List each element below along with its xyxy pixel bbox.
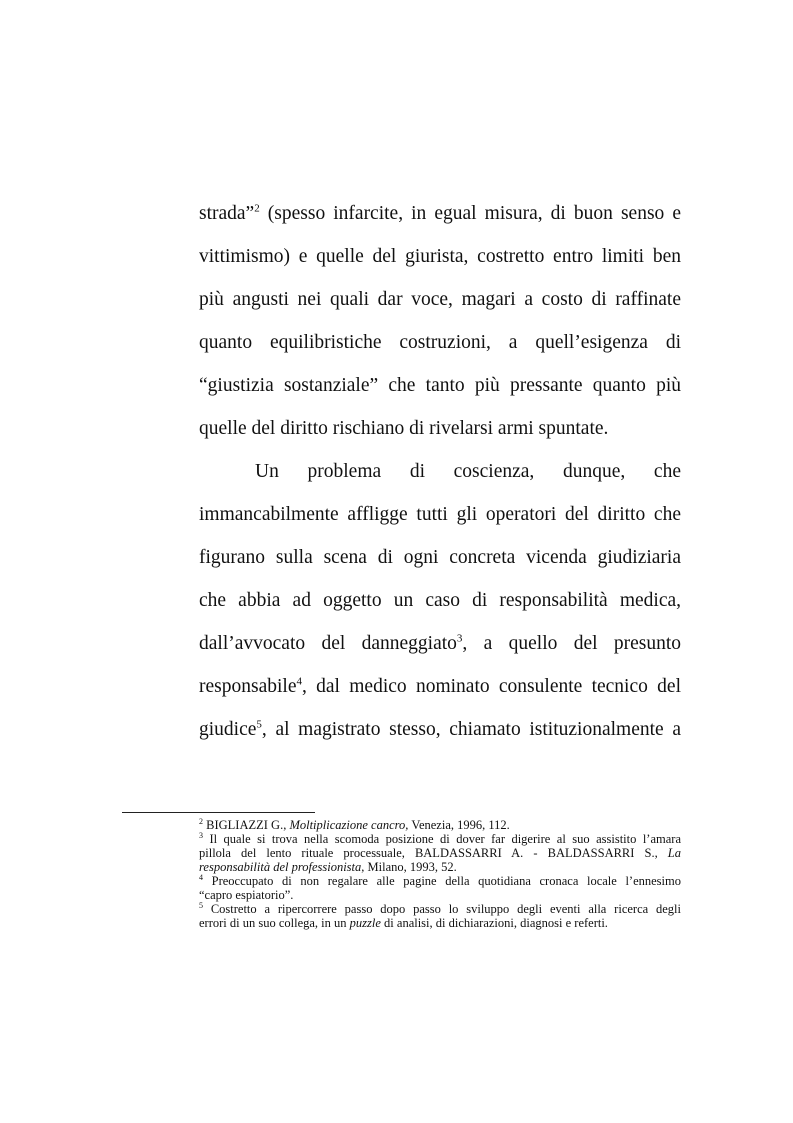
- text-span: , a quello del presunto: [462, 633, 682, 654]
- footnote-ref-3[interactable]: 3: [456, 632, 463, 645]
- footnote-5: [199, 902, 681, 916]
- text-span: dall’avvocato del danneggiato: [199, 633, 457, 654]
- footnote-2: [199, 818, 681, 832]
- text-span: Moltiplicazione cancro,: [289, 818, 409, 832]
- footnote-4-line: “capro espiatorio”.: [199, 888, 294, 902]
- footnote-3-line: [199, 846, 681, 860]
- body-line: quanto equilibristiche costruzioni, a quell’esigenza di: [199, 332, 681, 353]
- text-span: Venezia, 1996, 112.: [408, 818, 510, 832]
- text-span: Il quale si trova nella scomoda posizione di dover far digerire al suo assistito l’amara: [203, 832, 681, 846]
- body-line: vittimismo) e quelle del giurista, costretto entro limiti ben: [199, 246, 681, 267]
- footnote-number: 5: [199, 900, 203, 910]
- footnotes: [199, 818, 681, 930]
- text-span: Costretto a ripercorrere passo dopo passo lo sviluppo degli eventi alla ricerca degli: [203, 902, 681, 916]
- footnote-3: [199, 832, 681, 846]
- text-span: pillola del lento rituale processuale, BALDASSARRI A. - BALDASSARRI S.,: [199, 846, 668, 860]
- text-span: responsabilità del professionista: [199, 860, 362, 874]
- body-line: più angusti nei quali dar voce, magari a costo di raffinate: [199, 289, 681, 310]
- text-span: di analisi, di dichiarazioni, diagnosi e referti.: [380, 916, 608, 930]
- text-span: giudice: [199, 719, 257, 740]
- footnote-separator: [122, 812, 315, 813]
- body-line: “giustizia sostanziale” che tanto più pressante quanto più: [199, 375, 681, 396]
- text-span: puzzle: [349, 916, 381, 930]
- text-span: Preoccupato di non regalare alle pagine della quotidiana cronaca locale l’ennesimo: [203, 874, 681, 888]
- footnote-5-line: [199, 916, 681, 930]
- footnote-ref-4[interactable]: 4: [296, 675, 302, 688]
- text-span: errori di un suo collega, in un: [199, 916, 350, 930]
- footnote-number: 3: [199, 830, 203, 840]
- body-line: [199, 708, 681, 751]
- body-line: [199, 622, 681, 665]
- text-span: responsabile: [199, 676, 297, 697]
- body-line: quelle del diritto rischiano di rivelarsi armi spuntate.: [199, 418, 609, 439]
- footnote-number: 4: [199, 872, 203, 882]
- text-span: strada”: [199, 203, 255, 224]
- text-span: , Milano, 1993, 52.: [361, 860, 457, 874]
- footnote-ref-2[interactable]: 2: [254, 202, 260, 215]
- footnote-3-line: [199, 860, 681, 874]
- footnote-ref-5[interactable]: 5: [256, 718, 262, 731]
- body-line: [199, 665, 681, 708]
- body-line: Un problema di coscienza, dunque, che: [255, 461, 681, 482]
- footnote-number: 2: [199, 816, 203, 826]
- footnote-4: [199, 874, 681, 888]
- text-span: BIGLIAZZI G.,: [203, 818, 290, 832]
- text-span: La: [667, 846, 681, 860]
- text-span: , dal medico nominato consulente tecnico del: [301, 676, 681, 697]
- text-span: (spesso infarcite, in egual misura, di buon senso e: [259, 203, 681, 224]
- body-line: figurano sulla scena di ogni concreta vicenda giudiziaria: [199, 547, 681, 568]
- body-line: [199, 192, 681, 235]
- body-text: [199, 192, 681, 751]
- body-line: che abbia ad oggetto un caso di responsabilità medica,: [199, 590, 681, 611]
- body-line: immancabilmente affligge tutti gli operatori del diritto che: [199, 504, 681, 525]
- text-span: , al magistrato stesso, chiamato istituzionalmente a: [261, 719, 681, 740]
